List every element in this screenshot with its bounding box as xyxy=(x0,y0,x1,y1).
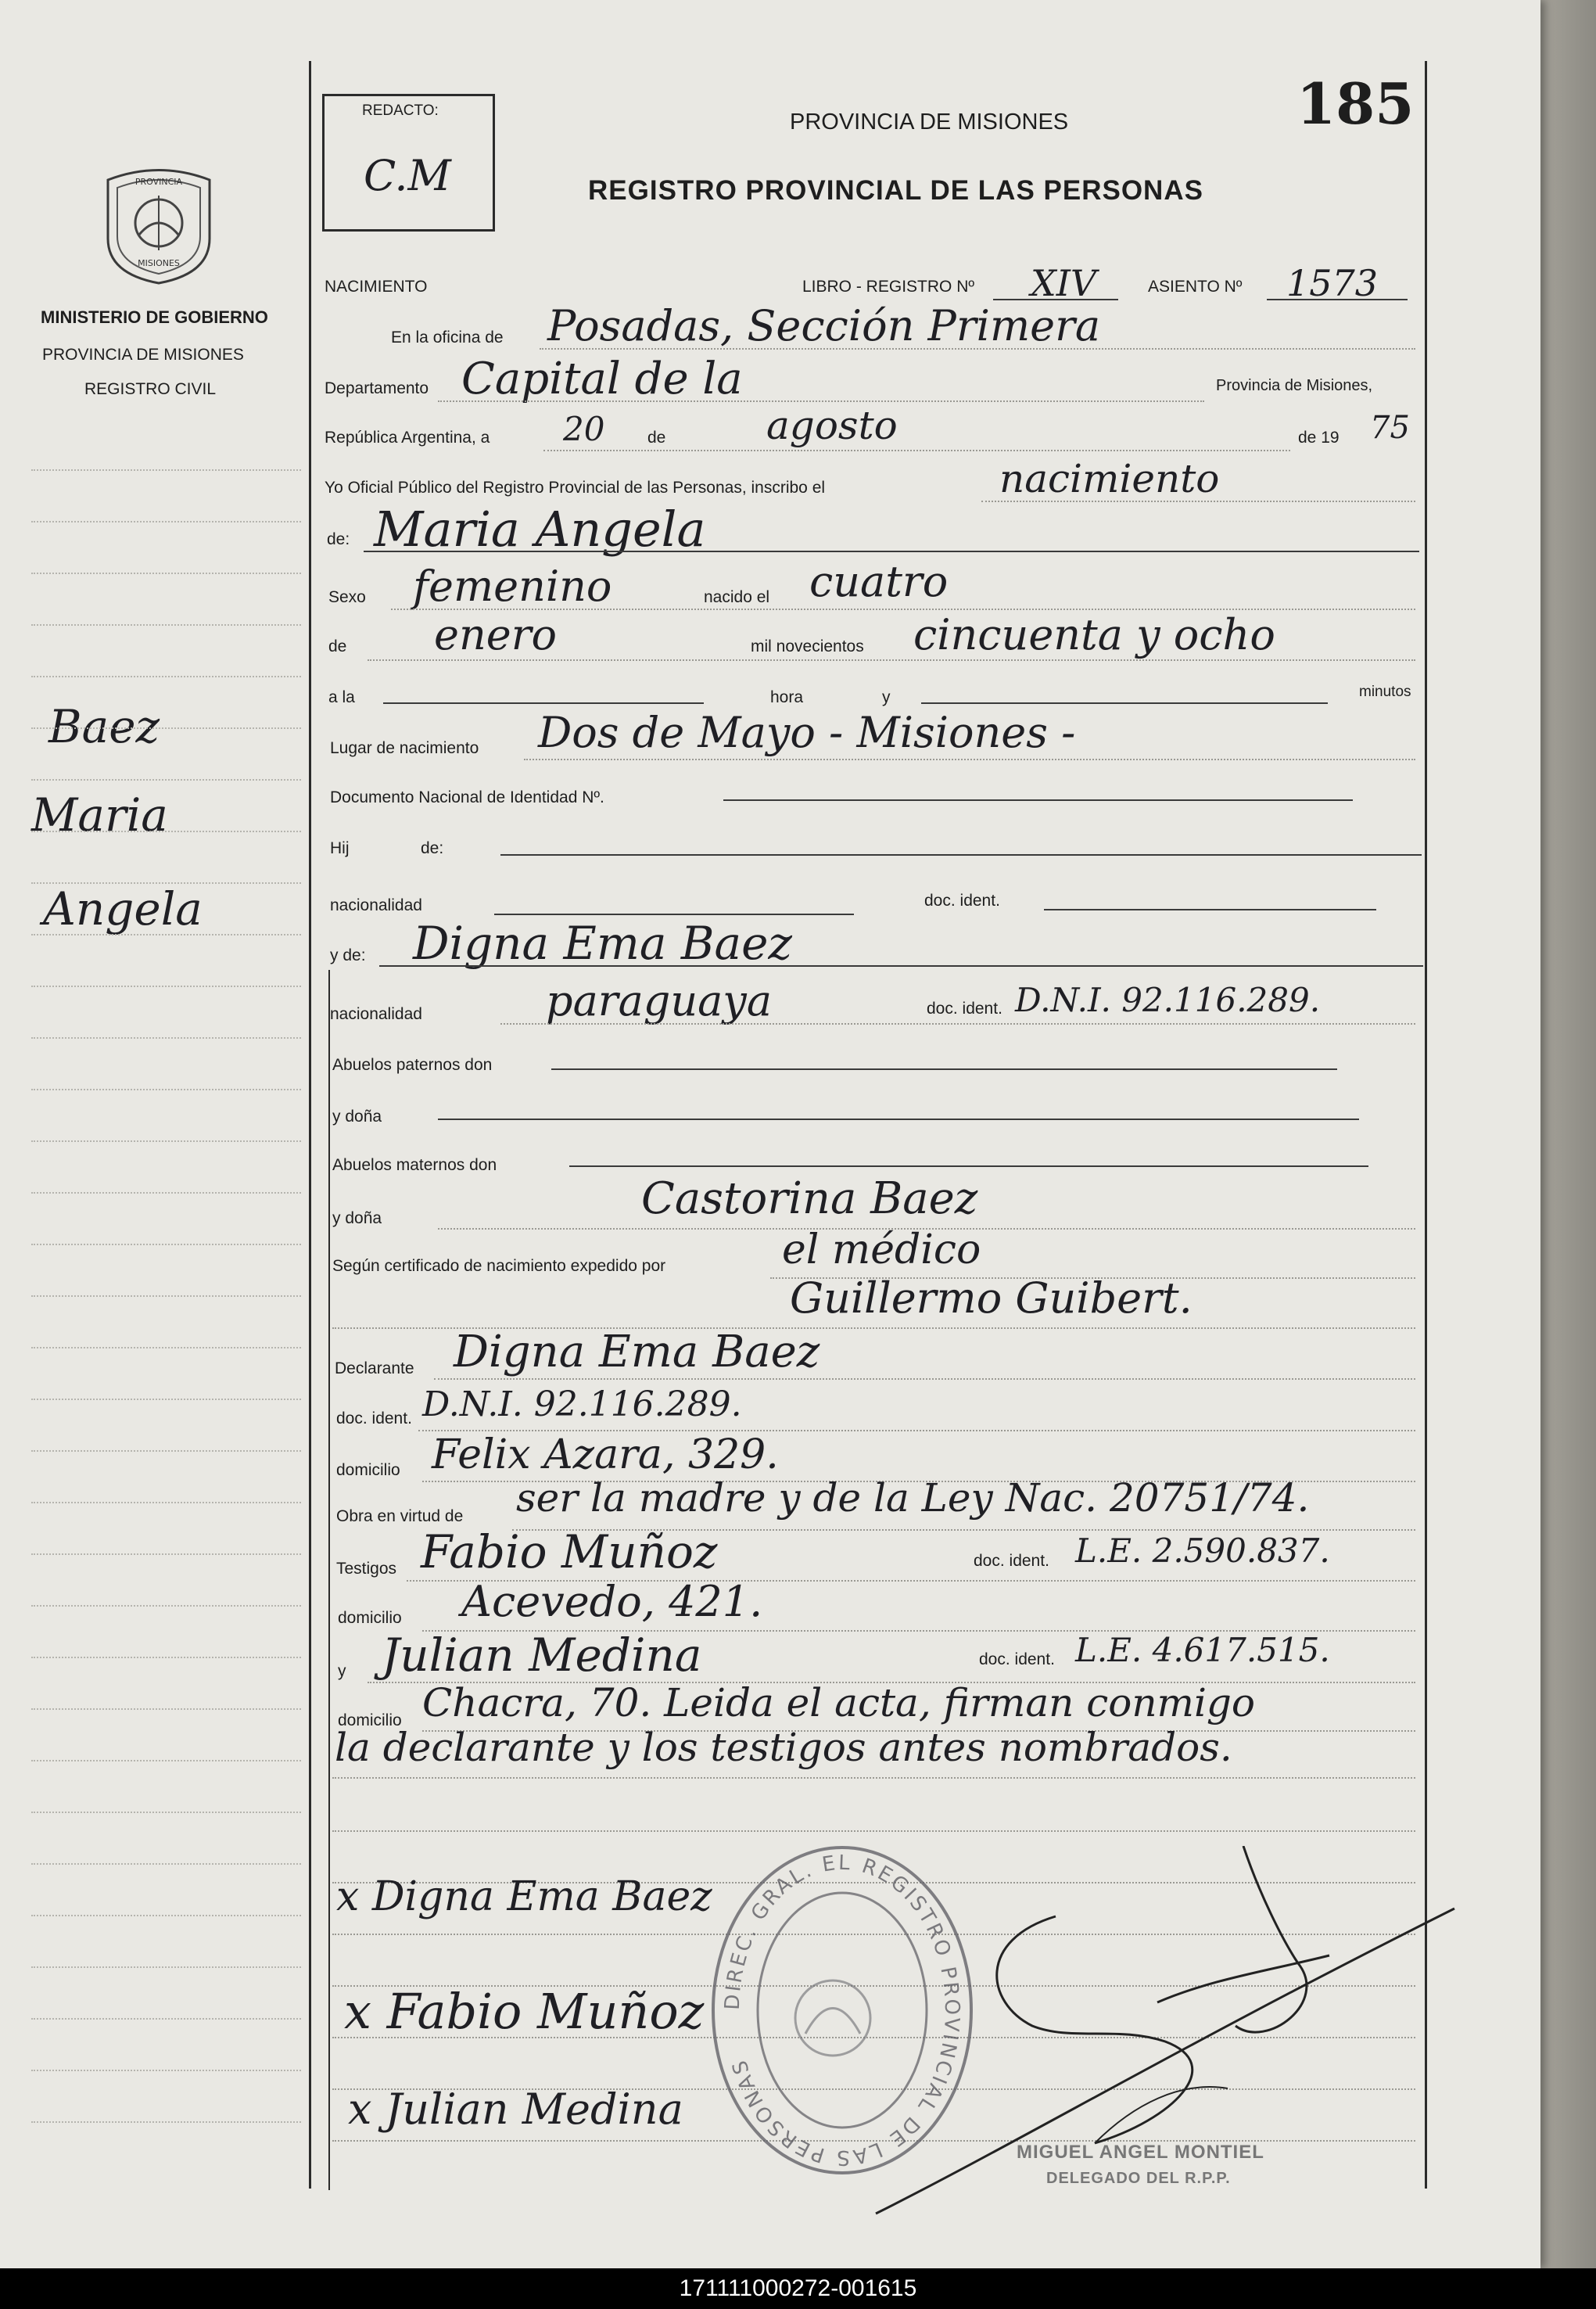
oficial-label: Yo Oficial Público del Registro Provincial de las Personas, inscribo el xyxy=(325,479,826,497)
minutos-label: minutos xyxy=(1359,684,1411,700)
oficina-value: Posadas, Sección Primera xyxy=(547,301,1101,350)
margin-rule-line xyxy=(31,469,301,471)
official-name: MIGUEL ANGEL MONTIEL xyxy=(1017,2142,1264,2163)
minutos-blank xyxy=(921,702,1328,704)
depto-line xyxy=(438,400,1204,402)
abuelos-pat-label: Abuelos paternos don xyxy=(332,1056,493,1074)
margin-rule-line xyxy=(31,1863,301,1865)
margin-rule-line xyxy=(31,1244,301,1245)
hora-label: hora xyxy=(770,688,804,706)
nacido-label: nacido el xyxy=(704,588,770,606)
redacto-initials: C.M xyxy=(364,151,451,200)
abuela-pat-blank xyxy=(438,1119,1359,1120)
signature-testigo1: x Fabio Muñoz xyxy=(344,1983,705,2040)
margin-first-name: Maria xyxy=(31,788,168,842)
margin-rule-line xyxy=(31,1399,301,1400)
obra-value: ser la madre y de la Ley Nac. 20751/74. xyxy=(516,1475,1310,1521)
doc-ident-blank xyxy=(1044,909,1376,910)
y-dona-label: y doña xyxy=(332,1108,382,1126)
nacido-value: cuatro xyxy=(809,557,949,606)
day-value: 20 xyxy=(563,410,605,448)
left-frame-rule xyxy=(309,61,311,2189)
month-value: agosto xyxy=(766,403,898,448)
mil-label: mil novecientos xyxy=(751,637,864,655)
hora-blank xyxy=(383,702,704,704)
doc-ident2-label: doc. ident. xyxy=(927,1000,1002,1018)
margin-rule-line xyxy=(31,1450,301,1452)
margin-rule-line xyxy=(31,521,301,522)
closing-line xyxy=(332,1777,1415,1779)
oficial-line xyxy=(981,501,1415,502)
nacionalidad2-value: paraguaya xyxy=(546,976,773,1025)
margin-rule-line xyxy=(31,2121,301,2123)
medico-value: Guillermo Guibert. xyxy=(790,1273,1193,1323)
margin-rule-line xyxy=(31,1657,301,1658)
abuelos-mat-label: Abuelos maternos don xyxy=(332,1156,497,1174)
margin-rule-line xyxy=(31,934,301,935)
doc-ident5-value: L.E. 4.617.515. xyxy=(1075,1631,1330,1669)
province-heading: PROVINCIA DE MISIONES xyxy=(790,110,1069,135)
a-la-label: a la xyxy=(328,688,355,706)
date-line xyxy=(543,450,1290,451)
hij-de-label: de: xyxy=(421,839,444,857)
official-title: DELEGADO DEL R.P.P. xyxy=(1046,2170,1231,2187)
signature-testigo2: x Julian Medina xyxy=(348,2085,683,2134)
doc-ident5-label: doc. ident. xyxy=(979,1650,1055,1668)
ministry-seal xyxy=(100,164,217,285)
nacionalidad-blank xyxy=(494,914,854,915)
nacionalidad-label: nacionalidad xyxy=(330,896,422,914)
asiento-underline xyxy=(1267,299,1408,300)
hij-label: Hij xyxy=(330,839,350,857)
margin-rule-line xyxy=(31,1295,301,1297)
margin-rule-line xyxy=(31,1502,301,1503)
margin-rule-line xyxy=(31,779,301,781)
domicilio-value: Felix Azara, 329. xyxy=(432,1431,779,1478)
oficina-line xyxy=(540,348,1415,350)
abuelos-pat-blank xyxy=(551,1068,1337,1070)
margin-rule-line xyxy=(31,1089,301,1090)
margin-rule-line xyxy=(31,882,301,884)
margin-rule-line xyxy=(31,624,301,626)
signature-declarante: x Digna Ema Baez xyxy=(336,1873,712,1920)
margin-rule-line xyxy=(31,2018,301,2020)
testigo1-value: Fabio Muñoz xyxy=(421,1525,718,1578)
declarante-line xyxy=(434,1378,1415,1380)
margin-rule-line xyxy=(31,1915,301,1916)
doc-ident-label: doc. ident. xyxy=(924,892,1000,910)
declarante-value: Digna Ema Baez xyxy=(454,1327,820,1377)
nacionalidad2-line xyxy=(500,1023,1415,1025)
redacto-label: REDACTO: xyxy=(362,102,439,119)
nombre-value: Maria Angela xyxy=(374,501,706,558)
madre-underline xyxy=(379,965,1423,967)
ministry-title: MINISTERIO DE GOBIERNO xyxy=(41,307,268,327)
mes-line xyxy=(368,659,1415,661)
inner-frame-rule xyxy=(328,970,330,2190)
margin-rule-line xyxy=(31,1553,301,1555)
margin-rule-line xyxy=(31,727,301,729)
nombre-underline xyxy=(364,551,1419,552)
domicilio3-value: Chacra, 70. Leida el acta, firman conmigo xyxy=(422,1680,1256,1725)
svg-text:PROVINCIA: PROVINCIA xyxy=(134,177,183,187)
abuela-mat-value: Castorina Baez xyxy=(641,1173,978,1224)
date-de-label: de xyxy=(647,429,666,447)
margin-rule-line xyxy=(31,1140,301,1142)
obra-label: Obra en virtud de xyxy=(336,1507,464,1525)
doc-ident4-value: L.E. 2.590.837. xyxy=(1075,1532,1330,1570)
dni-label: Documento Nacional de Identidad Nº. xyxy=(330,788,604,806)
dni-blank xyxy=(723,799,1353,801)
page-number: 185 xyxy=(1297,70,1415,137)
margin-rule-line xyxy=(31,1708,301,1710)
margin-rule-line xyxy=(31,1037,301,1039)
padre-blank xyxy=(500,854,1422,856)
margin-rule-line xyxy=(31,831,301,832)
margin-rule-line xyxy=(31,573,301,574)
asiento-label: ASIENTO Nº xyxy=(1148,278,1243,296)
domicilio3-label: domicilio xyxy=(338,1711,402,1729)
margin-middle-name: Angela xyxy=(43,882,203,935)
depto-label: Departamento xyxy=(325,379,429,397)
madre-value: Digna Ema Baez xyxy=(413,917,792,970)
hora-y-label: y xyxy=(882,688,891,706)
libro-label: LIBRO - REGISTRO Nº xyxy=(802,278,975,296)
anio-nac-value: cincuenta y ocho xyxy=(913,610,1275,659)
nombre-label: de: xyxy=(327,530,350,548)
segun-value: el médico xyxy=(782,1226,981,1273)
doc-ident3-value: D.N.I. 92.116.289. xyxy=(422,1384,742,1424)
margin-rule-line xyxy=(31,1192,301,1194)
doc-ident2-value: D.N.I. 92.116.289. xyxy=(1015,981,1321,1019)
year-prefix: de 19 xyxy=(1298,429,1340,447)
y-de-label: y de: xyxy=(330,946,366,964)
asiento-value: 1573 xyxy=(1286,262,1379,304)
domicilio2-value: Acevedo, 421. xyxy=(461,1577,763,1626)
testigo2-value: Julian Medina xyxy=(382,1629,702,1682)
republica-label: República Argentina, a xyxy=(325,429,490,447)
oficina-label: En la oficina de xyxy=(391,329,504,347)
document-id-footer: 171111000272-001615 xyxy=(0,2268,1596,2309)
margin-rule-line xyxy=(31,986,301,987)
margin-surname: Baez xyxy=(48,700,160,753)
year-value: 75 xyxy=(1370,410,1410,446)
registry-heading: REGISTRO PROVINCIAL DE LAS PERSONAS xyxy=(588,175,1203,206)
domicilio-label: domicilio xyxy=(336,1461,400,1479)
domicilio2-label: domicilio xyxy=(338,1609,402,1627)
ministry-province: PROVINCIA DE MISIONES xyxy=(42,346,244,364)
oficial-value: nacimiento xyxy=(999,456,1220,501)
margin-rule-line xyxy=(31,1347,301,1348)
sexo-value: femenino xyxy=(413,562,612,611)
margin-rule-line xyxy=(31,676,301,677)
margin-rule-line xyxy=(31,1812,301,1813)
closing-statement: la declarante y los testigos antes nombrados. xyxy=(335,1725,1232,1770)
svg-text:MISIONES: MISIONES xyxy=(138,258,180,268)
lugar-value: Dos de Mayo - Misiones - xyxy=(538,708,1076,757)
sexo-label: Sexo xyxy=(328,588,366,606)
libro-value: XIV xyxy=(1031,262,1097,304)
svg-text:DIREC. GRAL. EL REGISTRO PROVI: DIREC. GRAL. EL REGISTRO PROVINCIAL DE LAS PERSONAS xyxy=(720,1851,964,2170)
y2-label: y xyxy=(338,1662,346,1680)
testigos-label: Testigos xyxy=(336,1560,397,1578)
nacionalidad2-label: nacionalidad xyxy=(330,1005,422,1023)
provincia-label: Provincia de Misiones, xyxy=(1216,377,1373,394)
margin-rule-line xyxy=(31,1966,301,1968)
mes-de-label: de xyxy=(328,637,347,655)
y-dona2-label: y doña xyxy=(332,1209,382,1227)
margin-rule-line xyxy=(31,2070,301,2071)
declarante-label: Declarante xyxy=(335,1359,414,1377)
lugar-label: Lugar de nacimiento xyxy=(330,739,479,757)
ministry-civil-registry: REGISTRO CIVIL xyxy=(84,380,217,398)
doc-ident3-label: doc. ident. xyxy=(336,1409,412,1427)
lower-rule-line xyxy=(332,1830,1415,1832)
margin-rule-line xyxy=(31,1760,301,1761)
depto-value: Capital de la xyxy=(461,354,743,404)
record-type-label: NACIMIENTO xyxy=(325,278,428,296)
redacto-box xyxy=(322,94,495,232)
libro-underline xyxy=(993,299,1118,300)
margin-rule-line xyxy=(31,1605,301,1607)
doc-ident4-label: doc. ident. xyxy=(974,1552,1049,1570)
segun-label: Según certificado de nacimiento expedido por xyxy=(332,1257,666,1275)
mes-nac-value: enero xyxy=(434,610,558,659)
abuelos-mat-blank xyxy=(569,1165,1368,1167)
lugar-line xyxy=(524,759,1415,760)
